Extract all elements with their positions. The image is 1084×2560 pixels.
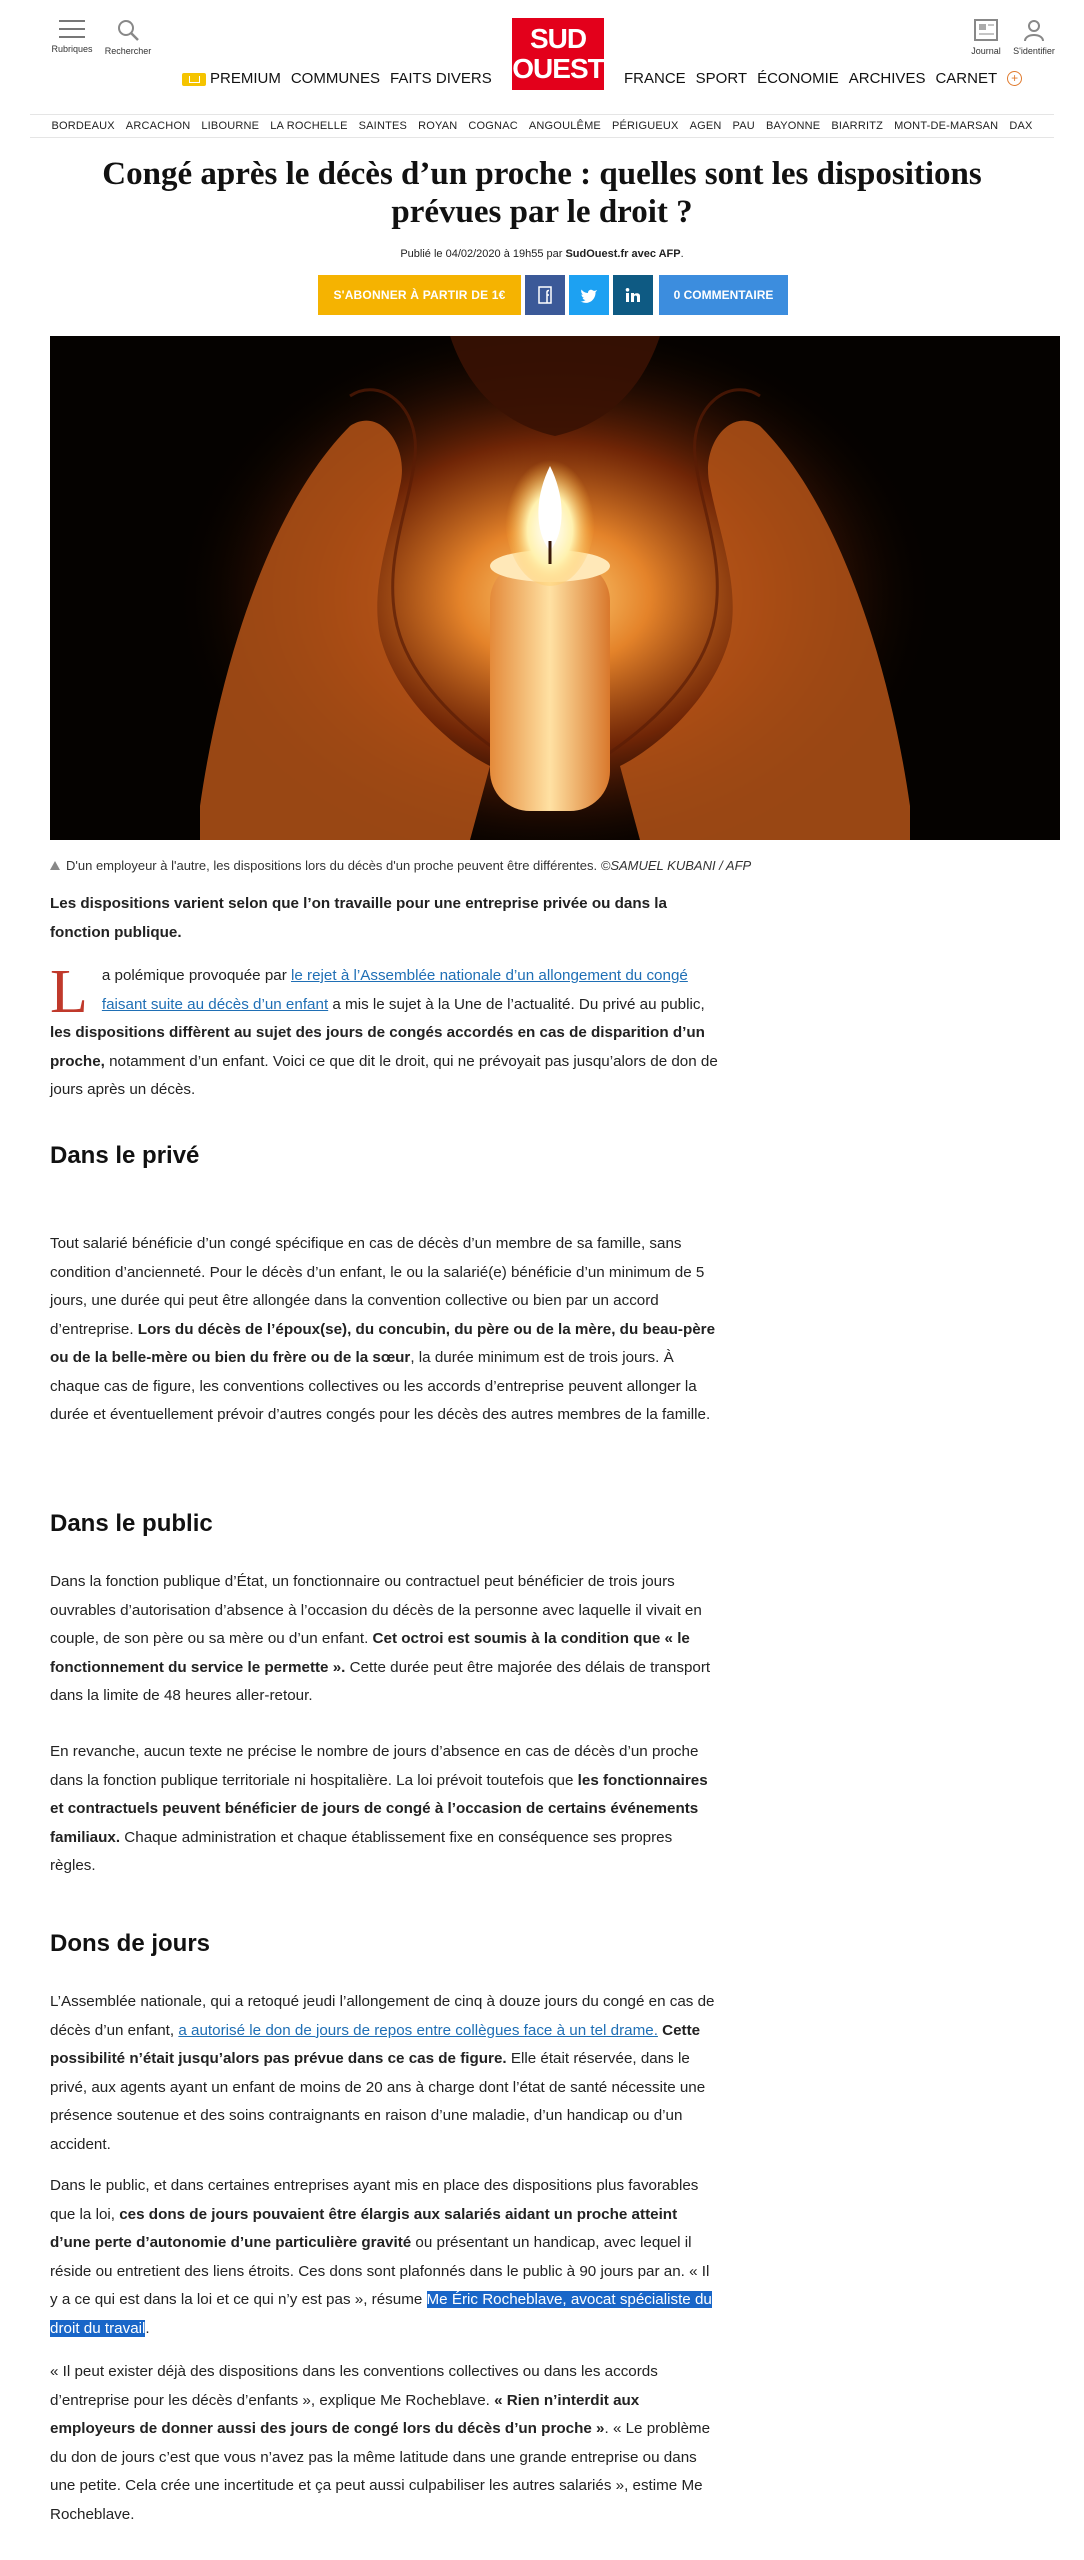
- journal-label: Journal: [971, 46, 1001, 56]
- text: Dans la fonction publique d’État, un fonctionnaire ou contractuel peut bénéficier de trois jours ouvrables d’autorisation d’absence à l’occasion du décès de la personne avec laquelle il vivait en couple, de son père ou sa mère ou d’un enfant.: [50, 1573, 702, 1647]
- paragraph-dons-1: [50, 1988, 720, 2159]
- nav-item-economie[interactable]: ÉCONOMIE: [757, 70, 839, 87]
- search-icon: [115, 18, 141, 42]
- city-link[interactable]: DAX: [1009, 120, 1033, 132]
- text: En revanche, aucun texte ne précise le nombre de jours d’absence en cas de décès d’un proche dans la fonction publique territoriale ni hospitalière. La loi prévoit toutefois que: [50, 1743, 699, 1789]
- search-button[interactable]: [98, 18, 158, 56]
- text: .: [145, 2319, 150, 2337]
- city-link[interactable]: ROYAN: [418, 120, 458, 132]
- bold-text: Lors du décès de l’époux(se), du concubin, du père ou de la mère, du beau-père ou de la belle-mère ou bien du frère ou de la sœur: [50, 1320, 716, 1366]
- byline-source: SudOuest.fr avec AFP: [565, 248, 681, 260]
- byline-suffix: .: [680, 248, 684, 260]
- share-linkedin-button[interactable]: [613, 275, 653, 315]
- text: , la durée minimum est de trois jours. À chaque cas de figure, les conventions collectives ou les accords d’entreprise peuvent allonger la durée et éventuellement prévoir d’autres congés pour les décès des autres membres de la famille.: [50, 1349, 711, 1423]
- paragraph-dons-3: [50, 2358, 720, 2529]
- heading-dans-le-public: Dans le public: [50, 1510, 213, 1537]
- city-link[interactable]: LA ROCHELLE: [270, 120, 348, 132]
- caption-text: D'un employeur à l'autre, les dispositions lors du décès d'un proche peuvent être différentes.: [66, 858, 601, 873]
- text: « Il peut exister déjà des dispositions dans les conventions collectives ou dans les accords d’entreprise pour les décès d’enfants », explique Me Rocheblave.: [50, 2363, 658, 2409]
- paragraph-public-1: [50, 1568, 720, 1711]
- caption-credit: ©SAMUEL KUBANI / AFP: [600, 858, 752, 873]
- city-link[interactable]: MONT-DE-MARSAN: [894, 120, 999, 132]
- linkedin-icon: [625, 287, 641, 303]
- more-plus-icon[interactable]: +: [1007, 71, 1022, 86]
- city-link[interactable]: BORDEAUX: [51, 120, 115, 132]
- search-label: Rechercher: [104, 46, 152, 56]
- nav-item-faits-divers[interactable]: FAITS DIVERS: [390, 70, 492, 87]
- selected-text-highlight[interactable]: Me Éric Rocheblave, avocat spécialiste du droit du travail: [50, 2291, 712, 2337]
- cities-nav: [30, 114, 1054, 138]
- city-link[interactable]: LIBOURNE: [201, 120, 260, 132]
- nav-item-communes[interactable]: COMMUNES: [290, 70, 381, 87]
- nav-label: PREMIUM: [210, 70, 281, 87]
- byline-prefix: Publié le 04/02/2020 à 19h55 par: [400, 248, 566, 260]
- link-don-jours-repos[interactable]: a autorisé le don de jours de repos entre collègues face à un tel drame.: [178, 2021, 658, 2039]
- rubriques-label: Rubriques: [51, 44, 93, 54]
- paragraph-public-2: [50, 1738, 720, 1881]
- text: . « Le problème du don de jours c’est que vous n’avez pas la même latitude dans une grande entreprise ou dans une petite. Cela crée une incertitude et ça peut aussi culpabiliser les autres salariés », estime Me Rocheblave.: [50, 2420, 711, 2523]
- comments-button[interactable]: 0 COMMENTAIRE: [659, 275, 788, 315]
- main-nav-right: [624, 70, 1022, 87]
- paragraph-dons-2: [50, 2172, 720, 2343]
- hamburger-icon: [57, 18, 87, 40]
- site-header: [0, 0, 1084, 110]
- newspaper-icon: [973, 18, 999, 42]
- heading-dans-le-prive: Dans le privé: [50, 1142, 200, 1169]
- share-twitter-button[interactable]: [569, 275, 609, 315]
- logo-line-2: OUEST: [512, 53, 604, 84]
- login-button[interactable]: [1004, 18, 1064, 56]
- facebook-icon: [538, 286, 552, 304]
- bold-text: les dispositions diffèrent au sujet des jours de congés accordés en cas de disparition d’un proche,: [50, 1024, 705, 1070]
- bold-text: ces dons de jours pouvaient être élargis aux salariés aidant un proche atteint d’une perte d’autonomie d’une particulière gravité: [50, 2205, 678, 2251]
- nav-item-france[interactable]: FRANCE: [624, 70, 686, 87]
- bold-text: les fonctionnaires et contractuels peuvent bénéficier de jours de congé à l’occasion de certains événements familiaux.: [50, 1771, 708, 1846]
- city-link[interactable]: BAYONNE: [765, 120, 821, 132]
- text: Cette durée peut être majorée des délais de transport dans la limite de 48 heures aller-retour.: [50, 1658, 711, 1704]
- article-actions: [318, 275, 788, 315]
- share-facebook-button[interactable]: [525, 275, 565, 315]
- text: Chaque administration et chaque établissement fixe en conséquence ses propres règles.: [50, 1828, 673, 1874]
- article-title: Congé après le décès d’un proche : quelles sont les dispositions prévues par le droit ?: [102, 156, 982, 230]
- city-link[interactable]: PAU: [732, 120, 755, 132]
- heading-dons-de-jours: Dons de jours: [50, 1930, 211, 1957]
- drop-cap: L: [50, 958, 88, 1026]
- image-caption: [50, 858, 751, 873]
- city-link[interactable]: SAINTES: [358, 120, 408, 132]
- sud-ouest-logo[interactable]: [512, 18, 604, 90]
- nav-item-sport[interactable]: SPORT: [695, 70, 748, 87]
- login-label: S'identifier: [1013, 46, 1055, 56]
- twitter-icon: [580, 288, 598, 303]
- link-rejet-assemblee[interactable]: le rejet à l’Assemblée nationale d’un allongement du congé faisant suite au décès d’un enfant: [101, 967, 688, 1013]
- text: ou présentant un handicap, avec lequel il réside ou entretient des liens étroits. Ces dons sont plafonnés dans le public à 90 jours par an. « Il y a ce qui est dans la loi et ce qui n’y est pas », résume: [50, 2234, 710, 2308]
- article-lead: Les dispositions varient selon que l’on travaille pour une entreprise privée ou dans la fonction publique.: [50, 895, 667, 941]
- nav-item-premium[interactable]: [182, 70, 281, 87]
- city-link[interactable]: BIARRITZ: [831, 120, 884, 132]
- bold-text: Cet octroi est soumis à la condition que « le fonctionnement du service le permette ».: [50, 1630, 690, 1676]
- text: Elle était réservée, dans le privé, aux agents ayant un enfant de moins de 20 ans à charge dont l’état de santé nécessite une présence soutenue et des soins contraignants en raison d’une maladie, d’un handicap ou d’un accident.: [50, 2050, 706, 2153]
- text: L’Assemblée nationale, qui a retoqué jeudi l’allongement de cinq à douze jours du congé en cas de décès d’un enfant,: [50, 1993, 715, 2039]
- nav-item-archives[interactable]: ARCHIVES: [848, 70, 926, 87]
- text: Tout salarié bénéficie d’un congé spécifique en cas de décès d’un membre de sa famille, sans condition d’ancienneté. Pour le décès d’un enfant, le ou la salarié(e) bénéficie d’un minimum de 5 jours, une durée qui peut être allongée dans la convention collective ou bien par un accord d’entreprise.: [50, 1235, 705, 1338]
- candle-in-hands-image: [50, 336, 1060, 840]
- text: Dans le public, et dans certaines entreprises ayant mis en place des dispositions plus favorables que la loi,: [50, 2177, 699, 2223]
- text: notamment d’un enfant. Voici ce que dit le droit, qui ne prévoyait pas jusqu’alors de don de jours après un décès.: [50, 1052, 718, 1098]
- bold-text: « Rien n’interdit aux employeurs de donner aussi des jours de congé lors du décès d’un proche »: [50, 2391, 640, 2437]
- premium-icon: [182, 73, 206, 86]
- text: a mis le sujet à la Une de l’actualité. Du privé au public,: [328, 995, 705, 1013]
- subscribe-button[interactable]: S'ABONNER À PARTIR DE 1€: [318, 275, 521, 315]
- paragraph-prive: [50, 1230, 720, 1430]
- city-link[interactable]: COGNAC: [468, 120, 518, 132]
- city-link[interactable]: ARCACHON: [125, 120, 191, 132]
- hero-image-candle: [50, 336, 1060, 840]
- bold-text: Cette possibilité n’était jusqu’alors pas prévue dans ce cas de figure.: [50, 2021, 701, 2067]
- user-icon: [1022, 18, 1046, 42]
- main-nav-left: [182, 70, 492, 87]
- article-byline: [0, 248, 1084, 260]
- caption-triangle-icon: [50, 861, 60, 870]
- rubriques-button[interactable]: [42, 18, 102, 54]
- nav-item-carnet[interactable]: CARNET: [935, 70, 998, 87]
- city-link[interactable]: AGEN: [689, 120, 722, 132]
- logo-line-1: SUD: [529, 23, 587, 54]
- text: a polémique provoquée par: [101, 967, 292, 984]
- city-link[interactable]: PÉRIGUEUX: [611, 120, 679, 132]
- paragraph-intro: [50, 958, 720, 1105]
- city-link[interactable]: ANGOULÊME: [528, 120, 601, 132]
